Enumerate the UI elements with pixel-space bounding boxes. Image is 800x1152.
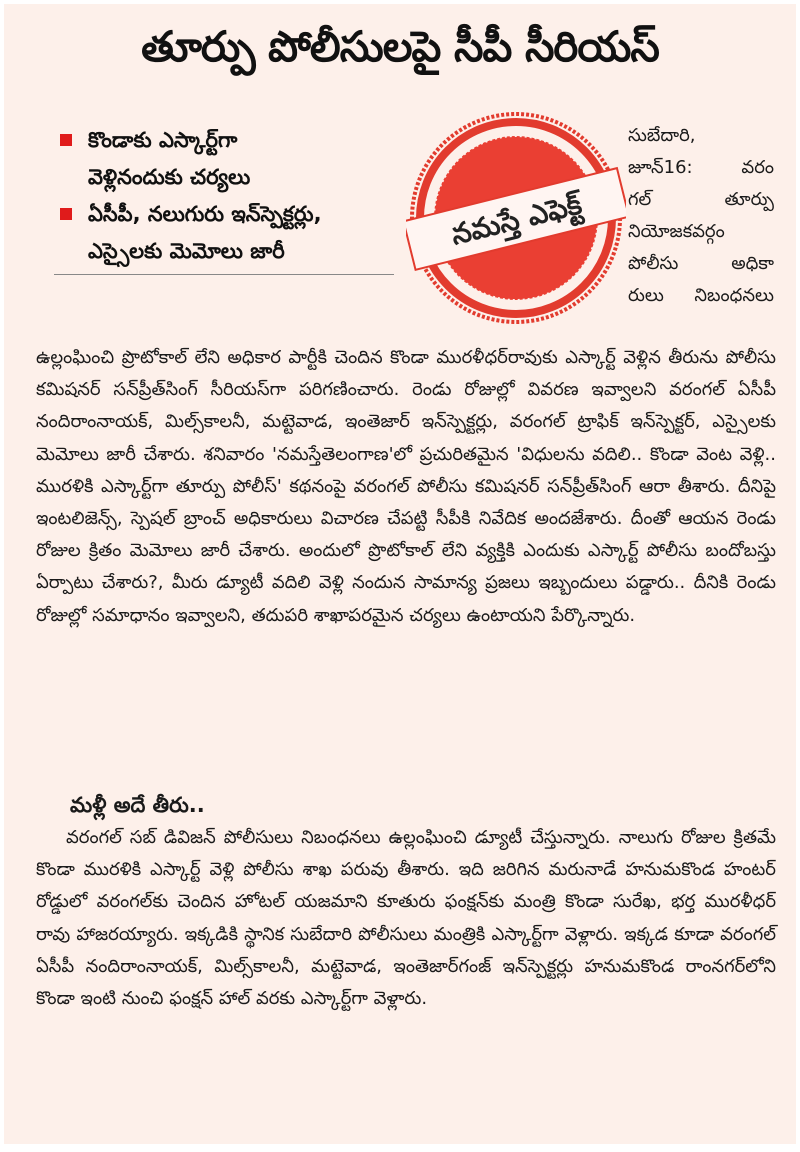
dateline-line: జూన్16: వరం bbox=[628, 157, 774, 178]
bullet-line: ఏసీపీ, నలుగురు ఇన్‌స్పెక్టర్లు, bbox=[88, 202, 322, 226]
dateline-line: సుబేదారి, bbox=[628, 125, 696, 146]
article-paragraph-2: వరంగల్ సబ్ డివిజన్ పోలీసులు నిబంధనలు ఉల్లంఘించి డ్యూటీ చేస్తున్నారు. నాలుగు రోజుల క్రితమే కొండా మురళికి ఎస్కార్ట్ వెళ్లి పోలీసు శాఖ పరువు తీశారు. ఇది జరిగిన మరునాడే హనుమకొండ హంటర్ రోడ్డులో వరంగల్‌కు చెందిన హోటల్ యజమాని కూతురు ఫంక్షన్‌కు మంత్రి కొండా సురేఖ, భర్త మురళీధర్ రావు హాజరయ్యారు. ఇక్కడికి స్థానిక సుబేదారి పోలీసులు మంత్రికి ఎస్కార్ట్‌గా వెళ్లారు. ఇక్కడ కూడా వరంగల్ ఏసీపీ నందిరాంనాయక్, మిల్స్‌కాలనీ, మట్టెవాడ, ఇంతెజార్‌గంజ్ ఇన్‌స్పెక్టర్లు హనుమకొండ రాంనగర్‌లోని కొండా ఇంటి నుంచి ఫంక్షన్ హాల్ వరకు ఎస్కార్ట్‌గా వెళ్లారు. bbox=[36, 827, 776, 1010]
bullet-item bbox=[54, 122, 394, 196]
bullet-line: కొండాకు ఎస్కార్ట్‌గా bbox=[88, 128, 238, 152]
dateline-line: రులు నిబంధనలు bbox=[628, 285, 774, 306]
headline: తూర్పు పోలీసులపై సీపీ సీరియస్ bbox=[141, 22, 659, 71]
bullet-square-icon bbox=[60, 208, 72, 220]
stamp-text: నమస్తే ఎఫెక్ట్ bbox=[447, 187, 585, 252]
article-paragraph-1: ఉల్లంఘించి ప్రొటోకాల్ లేని అధికార పార్టీకి చెందిన కొండా మురళీధర్‌రావుకు ఎస్కార్ట్ వెళ్లిన తీరును పోలీసు కమిషనర్ సన్‌ప్రీత్‌సింగ్ సీరియస్‌గా పరిగణించారు. రెండు రోజుల్లో వివరణ ఇవ్వాలని వరంగల్ ఏసీపీ నందిరాంనాయక్, మిల్స్‌కాలనీ, మట్టెవాడ, ఇంతెజార్ ఇన్‌స్పెక్టర్లు, వరంగల్ ట్రాఫిక్ ఇన్‌స్పెక్టర్, ఎస్సైలకు మెమోలు జారీ చేశారు. శనివారం 'నమస్తేతెలంగాణ'లో ప్రచురితమైన 'విధులను వదిలి.. కొండా వెంట వెళ్లి.. మురళికి ఎస్కార్ట్‌గా తూర్పు పోలీస్' కథనంపై వరంగల్ పోలీసు కమిషనర్ సన్‌ప్రీత్‌సింగ్ ఆరా తీశారు. దీనిపై ఇంటలిజెన్స్, స్పెషల్ బ్రాంచ్ అధికారులు విచారణ చేపట్టి సీపీకి నివేదిక అందజేశారు. దీంతో ఆయన రెండు రోజుల క్రితం మెమోలు జారీ చేశారు. అందులో ప్రొటోకాల్ లేని వ్యక్తికి ఎందుకు ఎస్కార్ట్ పోలీసు బందోబస్తు ఏర్పాటు చేశారు?, మీరు డ్యూటీ వదిలి వెళ్లి నందున సామాన్య ప్రజలు ఇబ్బందులు పడ్డారు.. దీనికి రెండు రోజుల్లో సమాధానం ఇవ్వాలని, తదుపరి శాఖాపరమైన చర్యలు ఉంటాయని పేర్కొన్నారు. bbox=[36, 347, 776, 626]
dateline bbox=[628, 120, 774, 312]
newspaper-clipping bbox=[4, 4, 796, 1144]
bullet-line: ఎస్సైలకు మెమోలు జారీ bbox=[88, 239, 285, 263]
bullet-line: వెళ్లినందుకు చర్యలు bbox=[88, 165, 251, 189]
dateline-line: నియోజకవర్గం bbox=[628, 221, 725, 242]
dateline-line: పోలీసు అధికా bbox=[628, 253, 774, 274]
highlight-bullets bbox=[54, 122, 394, 275]
namaste-effect-stamp-logo bbox=[406, 108, 626, 328]
bullet-square-icon bbox=[60, 134, 72, 146]
subheading: మళ్లీ అదే తీరు.. bbox=[70, 793, 205, 817]
bullet-item bbox=[54, 196, 394, 270]
dateline-line: గల్ తూర్పు bbox=[628, 189, 774, 210]
